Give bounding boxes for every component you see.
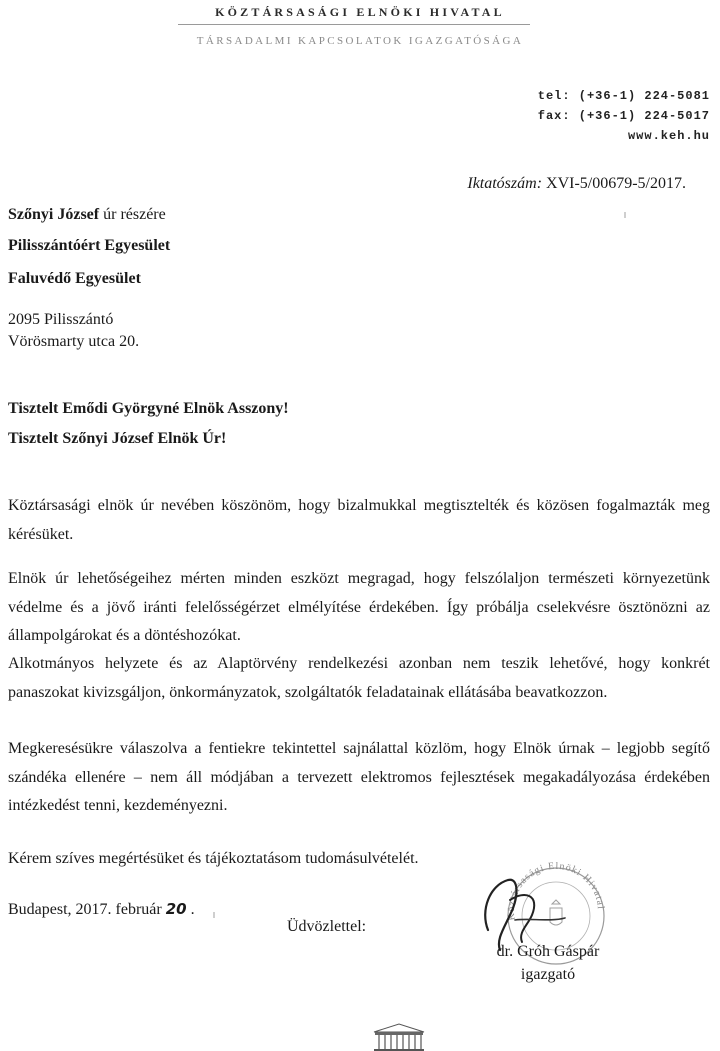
contact-block [538, 86, 710, 146]
department-name: TÁRSADALMI KAPCSOLATOK IGAZGATÓSÁGA [196, 35, 524, 47]
salutation-line2: Tisztelt Szőnyi József Elnök Úr! [8, 430, 227, 447]
salutation-line1: Tisztelt Emődi Györgyné Elnök Asszony! [8, 400, 289, 417]
place-date-text: Budapest, 2017. február [8, 901, 162, 918]
body-paragraph-4: Megkeresésükre válaszolva a fentiekre tekintettel sajnálattal közlöm, hogy Elnök úrnak – legjobb segítő szándéka ellenére – nem áll módjában a tervezett elektromos fejlesztések megakadályozása érdekében intézkedést tenni, kezdeményezni. [8, 740, 710, 814]
place-date: Budapest, 2017. február 20 . [8, 900, 195, 918]
addressee-street: Vörösmarty utca 20. [8, 333, 140, 350]
signer-name: dr. Gróh Gáspár [496, 943, 600, 960]
addressee-suffix: úr részére [103, 206, 166, 223]
addressee-org1: Pilisszántóért Egyesület [8, 237, 171, 254]
body-paragraph-3: Alkotmányos helyzete és az Alaptörvény rendelkezési azonban nem teszik lehetővé, hogy konkrét panaszokat kivizsgáljon, önkormányzatok, szolgáltatók feladatainak ellátásába beavatkozzon. [8, 655, 710, 701]
building-logo [372, 1022, 426, 1051]
reference-label: Iktatószám: [467, 175, 543, 192]
scan-speck [213, 912, 215, 918]
header-divider [178, 24, 530, 25]
addressee-name-line [8, 206, 166, 224]
body-paragraph-5: Kérem szíves megértésüket és tájékoztatásom tudomásulvételét. [8, 850, 419, 867]
addressee-org2: Faluvédő Egyesület [8, 270, 141, 287]
signer-title: igazgató [520, 966, 576, 983]
addressee-name: Szőnyi József [8, 206, 100, 223]
scan-speck [624, 212, 626, 218]
reference-value: XVI-5/00679-5/2017. [546, 175, 686, 192]
reference-number [467, 175, 686, 193]
signer-block [478, 940, 618, 986]
seal-text: Köztársasági Elnöki Hivatal [505, 860, 607, 922]
addressee-postal: 2095 Pilisszántó [8, 311, 114, 328]
body-paragraph-2: Elnök úr lehetőségeihez mérten minden eszközt megragad, hogy felszólaljon természeti környezetünk védelme és a jövő iránti felelősségérzet elmélyítése érdekében. Így próbálja cselekvésre ösztönözni az állampolgárokat és a döntéshozókat. [8, 570, 710, 644]
contact-tel: tel: (+36-1) 224-5081 [537, 89, 710, 103]
office-name: KÖZTÁRSASÁGI ELNÖKI HIVATAL [215, 5, 505, 19]
body-paragraph-1: Köztársasági elnök úr nevében köszönöm, hogy bizalmukkal megtisztelték és közösen fogalmazták meg kérésüket. [8, 497, 710, 543]
handwritten-day: 20 [165, 900, 187, 918]
greeting: Üdvözlettel: [287, 918, 367, 935]
contact-fax: fax: (+36-1) 224-5017 [537, 109, 710, 123]
contact-web: www.keh.hu [627, 129, 710, 143]
